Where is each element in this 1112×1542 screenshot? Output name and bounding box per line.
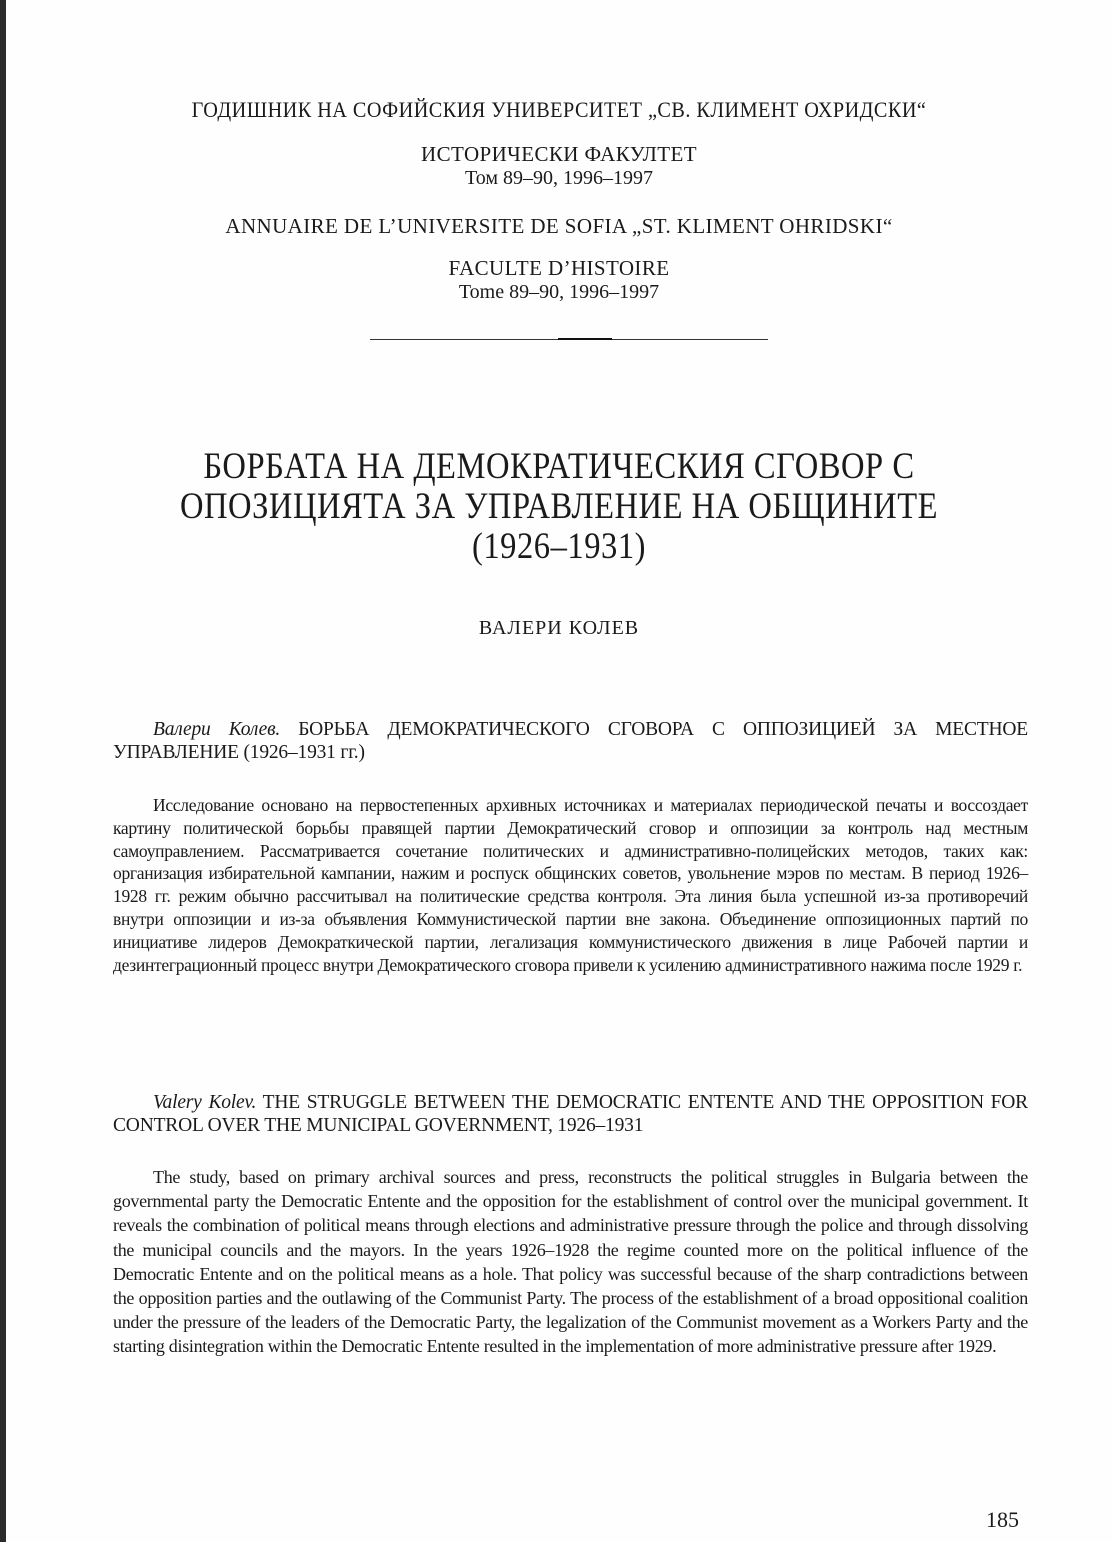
abstract-ru-title: БОРЬБА ДЕМОКРАТИЧЕСКОГО СГОВОРА С ОППОЗИЦИЕЙ ЗА МЕСТНОЕ УПРАВЛЕНИЕ (1926–1931 гг.) xyxy=(113,719,1028,763)
abstract-en-body: The study, based on primary archival sources and press, reconstructs the political struggles in Bulgaria between the governmental party the Democratic Entente and the opposition for the establishment of control over the municipal government. It reveals the combination of political means through elections and administrative pressure through the police and through dissolving the municipal councils and the mayors. In the years 1926–1928 the regime counted more on the political influence of the Democratic Entente and on the political means as a hole. That policy was successful because of the sharp contradictions between the opposition parties and the outlawing of the Communist Party. The process of the establishment of a broad oppositional coalition under the pressure of the leaders of the Democratic Party, the legalization of the Communist movement as a Workers Party and the starting disintegration within the Democratic Entente resulted in the implementation of more administrative pressure after 1929. xyxy=(113,1167,1028,1357)
article-title-line-3: (1926–1931) xyxy=(471,526,647,567)
abstract-ru-body: Исследование основано на первостепенных архивных источниках и материалах периодической печаты и воссоздает картину политической борьбы правящей партии Демократический сговор и оппозиции за контроль над местным самоуправлением. Рассматривается сочетание политических и административно-полицейских методов, таких как: организация избирательной кампании, нажим и роспуск общинских советов, увольнение мэров по местам. В период 1926–1928 гг. режим обычно рассчитывал на политические средства контроля. Эта линия была успешной из-за противоречий внутри оппозиции и из-за объявления Коммунистической партии вне закона. Объединение оппозиционных партий по инициативе лидеров Демократкической партии, легализация коммунистического движения в лице Рабочей партии и дезинтеграционный процесс внутри Демократического сговора привели к усилению административного нажима после 1929 г. xyxy=(113,795,1028,975)
article-title xyxy=(72,447,1045,567)
volume-bg: Том 89–90, 1996–1997 xyxy=(465,167,653,189)
article-title-line-2: ОПОЗИЦИЯТА ЗА УПРАВЛЕНИЕ НА ОБЩИНИТЕ xyxy=(179,486,939,527)
faculty-bg: ИСТОРИЧЕСКИ ФАКУЛТЕТ xyxy=(421,142,697,166)
page-number: 185 xyxy=(986,1507,1019,1532)
abstract-ru-author: Валери Колев. xyxy=(153,719,281,740)
abstract-ru-heading xyxy=(113,718,1028,764)
article-title-line-1: БОРБАТА НА ДЕМОКРАТИЧЕСКИЯ СГОВОР С xyxy=(203,446,915,487)
abstract-en-author: Valery Kolev. xyxy=(153,1092,257,1113)
abstract-en-heading xyxy=(113,1091,1028,1137)
journal-title-fr: ANNUAIRE DE L’UNIVERSITE DE SOFIA „ST. KLIMENT OHRIDSKI“ xyxy=(225,214,893,238)
faculty-fr: FACULTE D’HISTOIRE xyxy=(448,256,670,280)
header-divider-accent xyxy=(558,338,612,340)
abstract-en-title: THE STRUGGLE BETWEEN THE DEMOCRATIC ENTENTE AND THE OPPOSITION FOR CONTROL OVER THE MUNICIPAL GOVERNMENT, 1926–1931 xyxy=(113,1092,1028,1136)
article-author: ВАЛЕРИ КОЛЕВ xyxy=(478,617,640,639)
journal-title-bg: ГОДИШНИК НА СОФИЙСКИЯ УНИВЕРСИТЕТ „СВ. КЛИМЕНТ ОХРИДСКИ“ xyxy=(191,97,927,122)
volume-fr: Tome 89–90, 1996–1997 xyxy=(458,281,660,303)
document-page xyxy=(6,0,1112,1542)
